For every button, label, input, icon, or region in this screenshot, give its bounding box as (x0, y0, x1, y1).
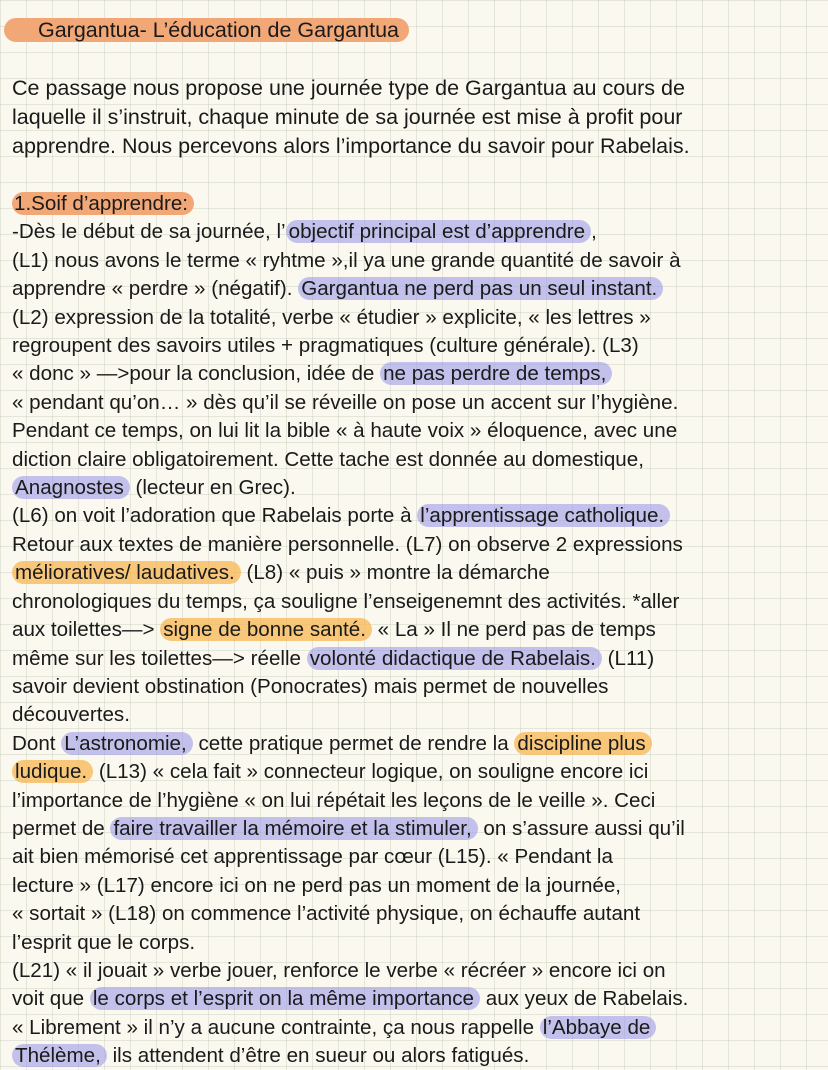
text-segment: ait bien mémorisé cet apprentissage par cœur (L15). « Pendant la (12, 845, 613, 869)
text-segment: ils attendent d’être en sueur ou alors fatigués. (106, 1044, 530, 1068)
text-segment: (L1) nous avons le terme « ryhtme »,il ya une grande quantité de savoir à (12, 248, 681, 272)
text-line (12, 815, 826, 843)
text-line (12, 872, 826, 900)
text-segment: « sortait » (L18) on commence l’activité physique, on échauffe autant (12, 902, 641, 926)
text-line (12, 787, 826, 815)
highlight-orange: mélioratives/ laudatives. (12, 561, 241, 584)
text-line (12, 985, 826, 1013)
text-line (12, 446, 826, 474)
highlight-blue: ne pas perdre de temps, (380, 362, 612, 385)
text-line (12, 1042, 826, 1070)
text-line (12, 417, 826, 445)
text-line (12, 275, 826, 303)
section-heading-line (12, 190, 826, 218)
text-line (12, 360, 826, 388)
text-segment: « Librement » il n’y a aucune contrainte, ça nous rappelle (12, 1015, 540, 1039)
text-segment: , (591, 220, 597, 244)
highlight-blue: objectif principal est d’apprendre (286, 220, 592, 243)
text-line (12, 531, 826, 559)
highlight-blue: faire travailler la mémoire et la stimuler, (110, 817, 477, 840)
text-line (12, 502, 826, 530)
highlight-orange: ludique. (12, 760, 93, 783)
text-segment: (L2) expression de la totalité, verbe « étudier » explicite, « les lettres » (12, 305, 651, 329)
text-segment: aux yeux de Rabelais. (480, 987, 689, 1011)
intro-line: laquelle il s’instruit, chaque minute de sa journée est mise à profit pour (12, 105, 683, 129)
text-line (12, 218, 826, 246)
text-line (12, 559, 826, 587)
text-segment: Dont (12, 731, 62, 755)
section-heading: 1.Soif d’apprendre: (12, 192, 194, 215)
highlight-blue: Gargantua ne perd pas un seul instant. (298, 277, 663, 300)
text-segment: « donc » —>pour la conclusion, idée de (12, 362, 381, 386)
text-line (12, 1014, 826, 1042)
text-segment: l’esprit que le corps. (12, 930, 196, 954)
text-segment: diction claire obligatoirement. Cette tache est donnée au domestique, (12, 447, 644, 471)
text-line (12, 843, 826, 871)
highlight-blue: le corps et l’esprit on la même importance (90, 987, 480, 1010)
text-line (12, 957, 826, 985)
text-line (12, 616, 826, 644)
text-segment: « La » Il ne perd pas de temps (371, 618, 656, 642)
text-line (12, 588, 826, 616)
intro-line: apprendre. Nous percevons alors l’importance du savoir pour Rabelais. (12, 134, 690, 158)
highlight-orange: signe de bonne santé. (160, 618, 372, 641)
text-segment: (L13) « cela fait » connecteur logique, on souligne encore ici (93, 760, 649, 784)
text-line (12, 332, 826, 360)
text-line (12, 673, 826, 701)
text-line (12, 758, 826, 786)
highlight-orange: discipline plus (514, 732, 651, 755)
text-segment: « pendant qu’on… » dès qu’il se réveille on pose un accent sur l’hygiène. (12, 390, 679, 414)
intro-line: Ce passage nous propose une journée type de Gargantua au cours de (12, 76, 685, 100)
text-segment: lecture » (L17) encore ici on ne perd pas un moment de la journée, (12, 873, 622, 897)
text-segment: Pendant ce temps, on lui lit la bible « à haute voix » éloquence, avec une (12, 419, 678, 443)
highlight-blue: Thélème, (12, 1044, 107, 1067)
text-segment: (L11) (601, 646, 655, 670)
text-segment: Retour aux textes de manière personnelle. (L7) on observe 2 expressions (12, 532, 683, 556)
text-segment: cette pratique permet de rendre la (192, 731, 515, 755)
text-line (12, 474, 826, 502)
text-segment: l’importance de l’hygiène « on lui répétait les leçons de le veille ». Ceci (12, 788, 656, 812)
text-line (12, 645, 826, 673)
title-line (12, 14, 409, 46)
highlight-blue: volonté didactique de Rabelais. (307, 647, 602, 670)
text-segment: découvertes. (12, 703, 130, 727)
text-line (12, 900, 826, 928)
text-segment: on s’assure aussi qu’il (477, 816, 685, 840)
text-segment: (lecteur en Grec). (129, 476, 296, 500)
highlight-blue: l’Abbaye de (540, 1016, 657, 1039)
section-body (12, 190, 826, 1070)
text-line (12, 304, 826, 332)
highlight-blue: L’astronomie, (61, 732, 193, 755)
text-segment: chronologiques du temps, ça souligne l’enseigenemnt des activités. *aller (12, 589, 680, 613)
text-segment: voit que (12, 987, 90, 1011)
text-line (12, 247, 826, 275)
text-segment: même sur les toilettes—> réelle (12, 646, 307, 670)
text-line (12, 730, 826, 758)
text-segment: (L21) « il jouait » verbe jouer, renforce le verbe « récréer » encore ici on (12, 958, 666, 982)
text-segment: savoir devient obstination (Ponocrates) mais permet de nouvelles (12, 674, 609, 698)
text-line (12, 389, 826, 417)
text-segment: apprendre « perdre » (négatif). (12, 277, 299, 301)
highlight-blue: l’apprentissage catholique. (417, 504, 670, 527)
text-line (12, 929, 826, 957)
text-segment: permet de (12, 816, 111, 840)
text-segment: -Dès le début de sa journée, l’ (12, 220, 286, 244)
text-segment: (L6) on voit l’adoration que Rabelais porte à (12, 504, 418, 528)
text-segment: regroupent des savoirs utiles + pragmatiques (culture générale). (L3) (12, 334, 639, 358)
text-segment: aux toilettes—> (12, 618, 161, 642)
text-line (12, 701, 826, 729)
text-segment: (L8) « puis » montre la démarche (240, 561, 550, 585)
note-title: Gargantua- L’éducation de Gargantua (4, 18, 409, 42)
highlight-blue: Anagnostes (12, 476, 130, 499)
intro-paragraph (12, 74, 822, 161)
